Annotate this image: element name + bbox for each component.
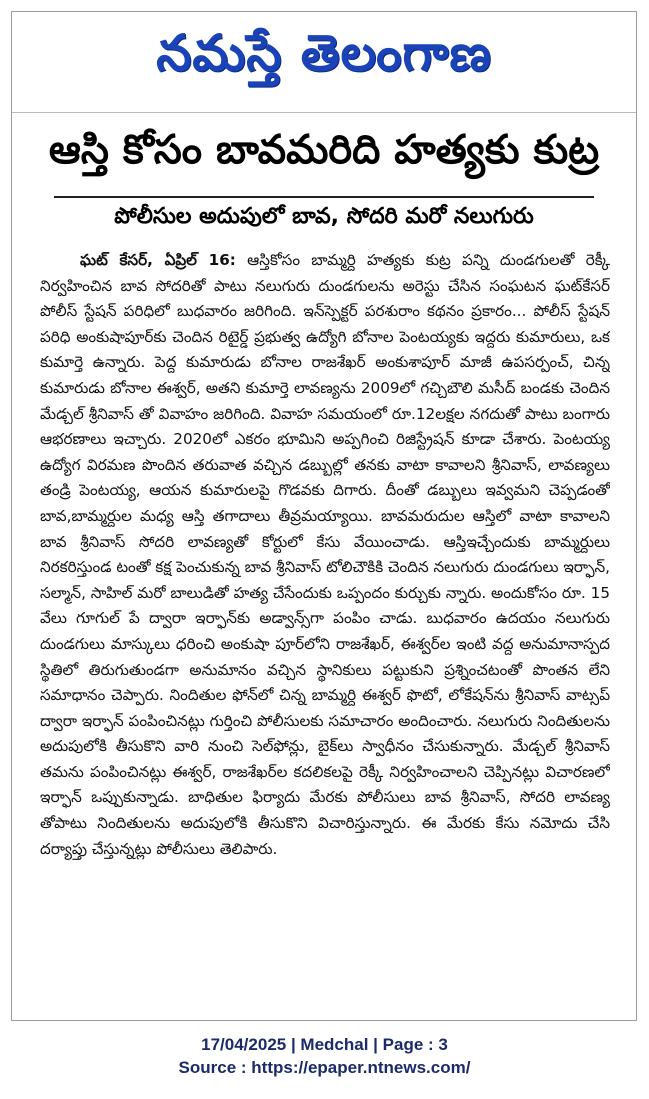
article-dateline: ఘట్ కేసర్, ఏప్రిల్ 16:	[80, 251, 236, 269]
article-body-text: ఆస్తికోసం బామ్మర్ది హత్యకు కుట్ర పన్ని దుండగులతో రెక్కీ నిర్వహించిన బావ సోదరితో పాటు నలుగురు దుండగులను అరెస్టు చేసిన సంఘటన ఘట్‌కేసర్ పోలీస్ స్టేషన్ పరిధిలో బుధవారం జరిగింది. ఇన్‌స్పెక్టర్ పరశురాం కథనం ప్రకారం... పోలీస్ స్టేషన్ పరిధి అంకుషాపూర్‌కు చెందిన రిటైర్డ్ ప్రభుత్వ ఉద్యోగి బోనాల పెంటయ్యకు ఇద్దరు కుమారులు, ఒక కుమార్తె ఉన్నారు. పెద్ద కుమారుడు బోనాల రాజశేఖర్ అంకుశాపూర్ మాజీ ఉపసర్పంచ్, చిన్న కుమారుడు బోనాల ఈశ్వర్, అతని కుమార్తె లావణ్యను 2009లో గచ్చిబౌలి మసీద్ బండకు చెందిన మేడ్చల్ శ్రీనివాస్ తో వివాహం జరిగింది. వివాహ సమయంలో రూ.12లక్షల నగదుతో పాటు బంగారు ఆభరణాలు ఇచ్చారు. 2020లో ఎకరం భూమిని అప్పగించి రిజిస్ట్రేషన్ కూడా చేశారు. పెంటయ్య ఉద్యోగ విరమణ పొందిన తరువాత వచ్చిన డబ్బుల్లో తనకు వాటా కావాలని శ్రీనివాస్, లావణ్యలు తండ్రి పెంటయ్య, ఆయన కుమారులపై గొడవకు దిగారు. దీంతో డబ్బులు ఇవ్వమని చెప్పడంతో బావ,బామ్మర్దుల మధ్య ఆస్తి తగాదాలు తీవ్రమయ్యాయి. బావమరుదుల ఆస్తిలో వాటా కావాలని బావ శ్రీనివాస్ సోదరి లావణ్యతో కోర్టులో కేసు వేయించాడు. ఆస్తిఇచ్చేందుకు బామ్మర్దులు నిరకరిస్తుండ టంతో కక్ష పెంచుకున్న బావ శ్రీనివాస్ టోలిచౌకికి చెందిన నలుగురు దుండగులు ఇర్ఫాన్, సల్మాన్, సాహిల్ మరో బాలుడితో హత్య చేసేందుకు ఒప్పందం కుర్చుకు న్నారు. అందుకోసం రూ. 15 వేలు గూగుల్ పే ద్వారా ఇర్ఫాన్‌కు అడ్వాన్స్‌గా పంపిం చాడు. బుధవారం ఉదయం నలుగురు దుండగులు మాస్కులు ధరించి అంకుషా పూర్‌లోని రాజశేఖర్, ఈశ్వర్‌ల ఇంటి వద్ద అనుమానాస్పద స్థితిలో తిరుగుతుండగా అనుమానం వచ్చిన స్థానికులు పట్టుకుని ప్రశ్నించటంతో పొంతన లేని సమాధానం చెప్పారు. నిందితుల ఫోన్‌లో చిన్న బామ్మర్ది ఈశ్వర్ ఫొటో, లోకేషన్‌ను శ్రీనివాస్ వాట్సప్ ద్వారా ఇర్ఫాన్ పంపించినట్లు గుర్తించి పోలీసులకు సమాచారం అందించారు. నలుగురు నిందితులను అదుపులోకి తీసుకొని వారి నుంచి సెల్‌ఫోన్లు, బైక్‌లు స్వాధీనం చేసుకున్నారు. మేడ్చల్ శ్రీనివాస్ తమను పంపించినట్లు ఈశ్వర్, రాజశేఖర్‌ల కదలికలపై రెక్కీ నిర్వహించాలని చెప్పినట్లు విచారణలో ఇర్ఫాన్ ఒప్పుకున్నాడు. బాధితుల ఫిర్యాదు మేరకు పోలీసులు బావ శ్రీనివాస్, సోదరి లావణ్య తోపాటు నిందితులను అదుపులోకి తీసుకొని విచారిస్తున్నారు. ఈ మేరకు కేసు నమోదు చేసి దర్యాప్తు చేస్తున్నట్లు పోలీసులు తెలిపారు.	[40, 251, 610, 858]
article-subheadline: పోలీసుల అదుపులో బావ, సోదరి మరో నలుగురు	[114, 204, 534, 229]
article-paragraph	[40, 248, 610, 862]
article-headline: ఆస్తి కోసం బావమరిది హత్యకు కుట్ర	[48, 127, 600, 173]
newspaper-clipping	[11, 11, 637, 1021]
headline-divider	[54, 196, 594, 198]
footer-edition-info: 17/04/2025 | Medchal | Page : 3	[201, 1035, 448, 1054]
footer-source: Source : https://epaper.ntnews.com/	[178, 1058, 471, 1077]
headline-block	[12, 120, 636, 190]
masthead-divider	[12, 112, 636, 113]
masthead	[12, 12, 636, 107]
article-body	[40, 248, 610, 1018]
masthead-title: నమస్తే తెలంగాణ	[156, 24, 492, 82]
subheadline-block	[12, 200, 636, 238]
